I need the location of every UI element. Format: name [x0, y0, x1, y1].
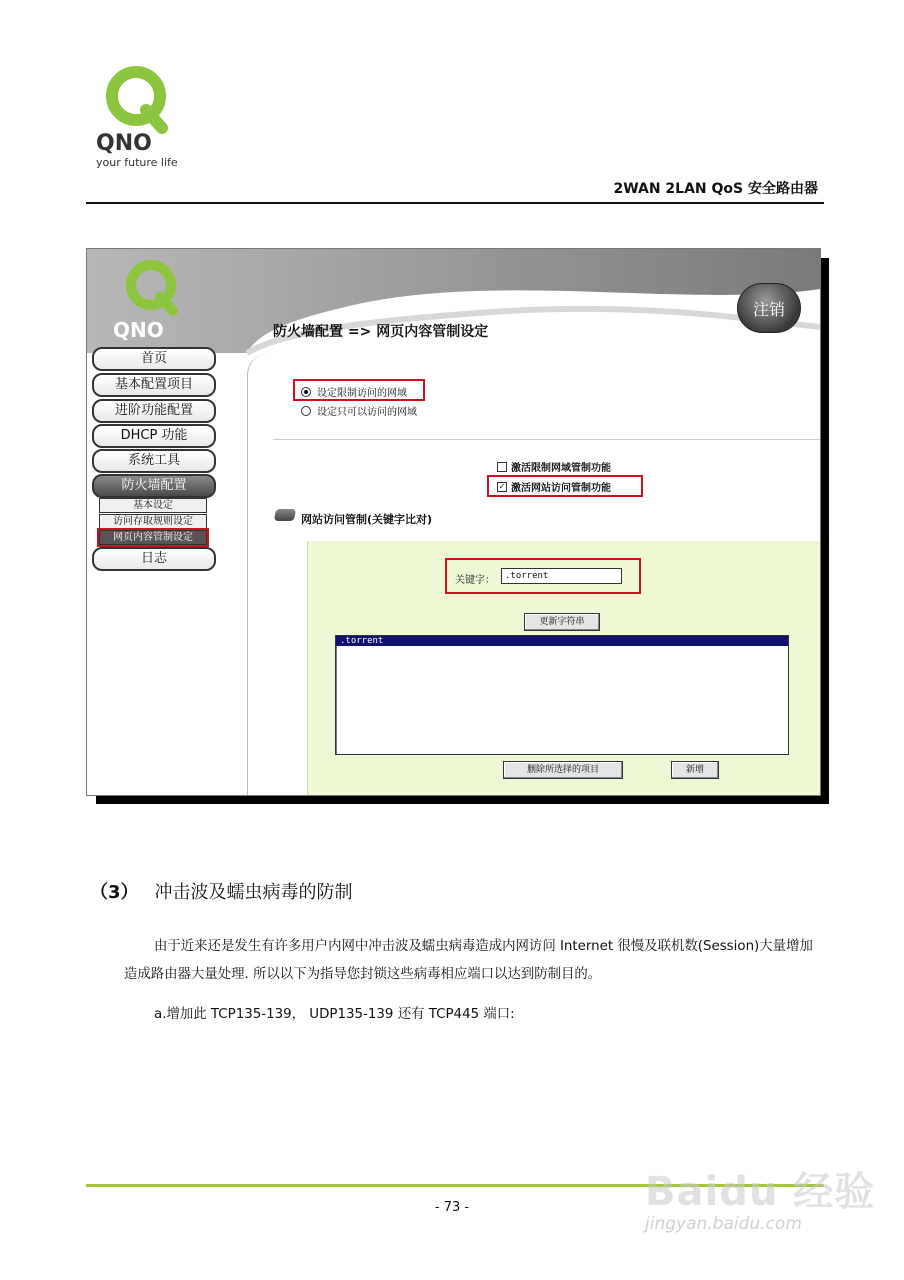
radio-option-restrict[interactable]	[301, 384, 407, 399]
keyword-list[interactable]	[335, 635, 789, 755]
section-number: （3）	[90, 882, 139, 903]
submenu-access-rules[interactable]: 访问存取规则设定	[99, 514, 207, 529]
router-logo-text: QNO	[113, 318, 164, 342]
checkbox-label: 激活网站访问管制功能	[511, 483, 611, 494]
logo-tagline: your future life	[96, 156, 178, 169]
body-paragraph: 由于近来还是发生有许多用户内网中冲击波及蠕虫病毒造成内网访问 Internet 很慢及联机数(Session)大量增加造成路由器大量处理. 所以以下为指导您封锁这些病毒相应端口以达到防制目的。	[124, 939, 813, 982]
delete-selected-button[interactable]: 删除所选择的项目	[503, 761, 623, 779]
checkbox-unchecked-icon[interactable]	[497, 462, 507, 472]
submenu-content-filter[interactable]: 网页内容管制设定	[99, 530, 207, 545]
checkbox-domain-control[interactable]	[497, 459, 611, 474]
watermark-brand: Baidu 经验	[645, 1169, 876, 1215]
radio-unselected-icon[interactable]	[301, 406, 311, 416]
sidebar-item-log[interactable]: 日志	[92, 547, 216, 571]
section-heading-text: 冲击波及蠕虫病毒的防制	[154, 882, 353, 903]
logo-brand-text: QNO	[96, 131, 152, 156]
update-string-button[interactable]: 更新字符串	[524, 613, 600, 631]
sidebar-item-basic-config[interactable]: 基本配置项目	[92, 373, 216, 397]
router-screenshot	[86, 248, 821, 796]
submenu-basic-settings[interactable]: 基本设定	[99, 498, 207, 513]
header-divider	[86, 202, 824, 204]
logout-button[interactable]: 注销	[737, 283, 801, 333]
checkbox-label: 激活限制网域管制功能	[511, 463, 611, 474]
sidebar-item-advanced[interactable]: 进阶功能配置	[92, 399, 216, 423]
page-number: - 73 -	[434, 1200, 470, 1215]
section-heading	[90, 878, 353, 904]
list-item[interactable]: .torrent	[336, 636, 788, 646]
keyword-input[interactable]: .torrent	[501, 568, 622, 584]
list-item-a: a.增加此 TCP135-139， UDP135-139 还有 TCP445 端口:	[154, 1007, 515, 1022]
radio-label: 设定限制访问的网域	[317, 388, 407, 399]
doc-title: 2WAN 2LAN QoS 安全路由器	[613, 181, 818, 197]
checkbox-checked-icon[interactable]: ✓	[498, 481, 506, 491]
sidebar-item-dhcp[interactable]: DHCP 功能	[92, 424, 216, 448]
content-divider	[273, 439, 820, 440]
router-logo	[111, 257, 191, 343]
radio-option-allow-only[interactable]	[301, 403, 417, 418]
checkbox-site-access-control[interactable]	[497, 479, 611, 494]
breadcrumb: 防火墙配置 => 网页内容管制设定	[273, 324, 489, 340]
radio-selected-icon[interactable]	[301, 387, 311, 397]
sidebar-item-firewall[interactable]: 防火墙配置	[92, 474, 216, 498]
add-button[interactable]: 新增	[671, 761, 719, 779]
keyword-label: 关键字：	[455, 575, 495, 586]
qno-logo	[96, 62, 186, 172]
radio-label: 设定只可以访问的网域	[317, 407, 417, 418]
sidebar-item-system-tools[interactable]: 系统工具	[92, 449, 216, 473]
sidebar-item-home[interactable]: 首页	[92, 347, 216, 371]
watermark-url: jingyan.baidu.com	[645, 1214, 802, 1234]
section-title: 网站访问管制(关键字比对)	[301, 513, 433, 526]
section-bullet-icon	[274, 509, 296, 521]
